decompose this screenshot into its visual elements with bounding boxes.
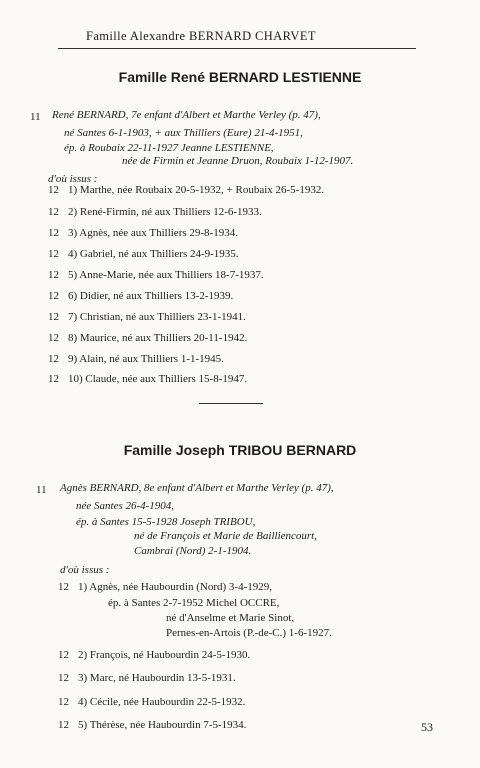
section-title-tribou-bernard: Famille Joseph TRIBOU BERNARD: [123, 442, 357, 458]
child-entry: 9) Alain, né aux Thilliers 1-1-1945.: [68, 353, 224, 365]
child-entry: 2) René-Firmin, né aux Thilliers 12-6-1933.: [68, 206, 262, 218]
parent-line: ép. à Santes 15-5-1928 Joseph TRIBOU,: [76, 516, 256, 528]
child-entry: 3) Agnès, née aux Thilliers 29-8-1934.: [68, 227, 238, 239]
child-generation-number: 12: [48, 311, 59, 323]
parent-line: né de François et Marie de Bailliencourt,: [134, 530, 317, 542]
child-generation-number: 12: [48, 269, 59, 281]
child-entry-continuation: né d'Anselme et Marie Sinot,: [166, 612, 295, 624]
parent-line: ép. à Roubaix 22-11-1927 Jeanne LESTIENNE,: [64, 142, 274, 154]
child-generation-number: 12: [48, 248, 59, 260]
child-entry: 5) Thérèse, née Haubourdin 7-5-1934.: [78, 719, 247, 731]
child-entry: 4) Gabriel, né aux Thilliers 24-9-1935.: [68, 248, 239, 260]
parent-line: né Santes 6-1-1903, + aux Thilliers (Eure) 21-4-1951,: [64, 127, 303, 139]
child-generation-number: 12: [48, 184, 59, 196]
child-generation-number: 12: [48, 353, 59, 365]
parent-line: née de Firmin et Jeanne Druon, Roubaix 1-12-1907.: [122, 155, 354, 167]
parent-line: Agnès BERNARD, 8e enfant d'Albert et Marthe Verley (p. 47),: [60, 482, 334, 494]
child-entry: 4) Cécile, née Haubourdin 22-5-1932.: [78, 696, 246, 708]
child-entry-continuation: Pernes-en-Artois (P.-de-C.) 1-6-1927.: [166, 627, 332, 639]
child-generation-number: 12: [58, 649, 69, 661]
child-entry: 6) Didier, né aux Thilliers 13-2-1939.: [68, 290, 234, 302]
child-entry: 1) Agnès, née Haubourdin (Nord) 3-4-1929,: [78, 581, 272, 593]
child-entry: 10) Claude, née aux Thilliers 15-8-1947.: [68, 373, 248, 385]
child-entry: 3) Marc, né Haubourdin 13-5-1931.: [78, 672, 236, 684]
child-entry: 7) Christian, né aux Thilliers 23-1-1941.: [68, 311, 246, 323]
page-number: 53: [421, 720, 433, 734]
issus-label: d'où issus :: [48, 173, 98, 185]
child-generation-number: 12: [48, 290, 59, 302]
running-head: Famille Alexandre BERNARD CHARVET: [86, 29, 316, 43]
child-entry: 2) François, né Haubourdin 24-5-1930.: [78, 649, 251, 661]
child-generation-number: 12: [58, 696, 69, 708]
child-entry: 1) Marthe, née Roubaix 20-5-1932, + Roubaix 26-5-1932.: [68, 184, 325, 196]
child-generation-number: 12: [48, 332, 59, 344]
child-entry: 5) Anne-Marie, née aux Thilliers 18-7-1937.: [68, 269, 264, 281]
child-generation-number: 12: [48, 373, 59, 385]
child-entry: 8) Maurice, né aux Thilliers 20-11-1942.: [68, 332, 248, 344]
generation-number: 11: [36, 484, 47, 496]
child-generation-number: 12: [48, 227, 59, 239]
parent-line: Cambrai (Nord) 2-1-1904.: [134, 545, 252, 557]
section-title-bernard-lestienne: Famille René BERNARD LESTIENNE: [118, 69, 362, 85]
child-entry-continuation: ép. à Santes 2-7-1952 Michel OCCRE,: [108, 597, 280, 609]
issus-label: d'où issus :: [60, 564, 110, 576]
parent-line: René BERNARD, 7e enfant d'Albert et Marthe Verley (p. 47),: [52, 109, 321, 121]
child-generation-number: 12: [58, 672, 69, 684]
section-divider: [199, 403, 263, 404]
child-generation-number: 12: [48, 206, 59, 218]
parent-line: née Santes 26-4-1904,: [76, 500, 175, 512]
child-generation-number: 12: [58, 581, 69, 593]
child-generation-number: 12: [58, 719, 69, 731]
generation-number: 11: [30, 111, 41, 123]
header-rule: [58, 48, 416, 49]
